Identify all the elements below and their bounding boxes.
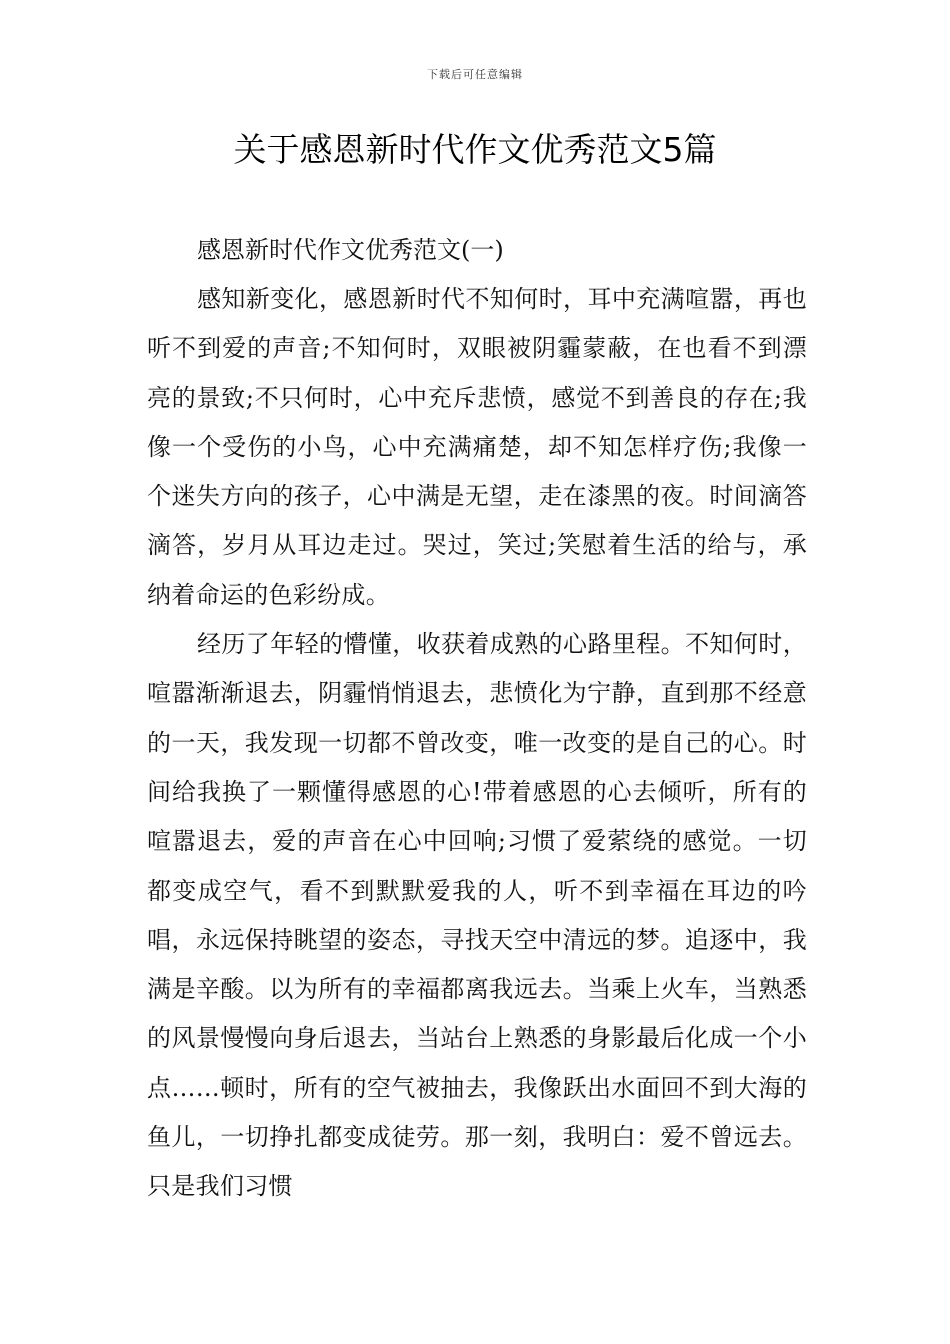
document-body [147,226,807,1212]
section-heading: 感恩新时代作文优秀范文(一) [197,236,504,264]
document-title: 关于感恩新时代作文优秀范文5篇 [233,130,717,169]
header-note: 下载后可任意编辑 [427,68,523,81]
paragraph-1: 感知新变化，感恩新时代不知何时，耳中充满喧嚣，再也听不到爱的声音;不知何时，双眼被阴霾蒙蔽，在也看不到漂亮的景致;不只何时，心中充斥悲愤，感觉不到善良的存在;我像一个受伤的小鸟，心中充满痛楚，却不知怎样疗伤;我像一个迷失方向的孩子，心中满是无望，走在漆黑的夜。时间滴答滴答，岁月从耳边走过。哭过，笑过;笑慰着生活的给与，承纳着命运的色彩纷成。 [147,285,807,609]
paragraph-2: 经历了年轻的懵懂，收获着成熟的心路里程。不知何时，喧嚣渐渐退去，阴霾悄悄退去，悲愤化为宁静，直到那不经意的一天，我发现一切都不曾改变，唯一改变的是自己的心。时间给我换了一颗懂得感恩的心!带着感恩的心去倾听，所有的喧嚣退去，爱的声音在心中回响;习惯了爱萦绕的感觉。一切都变成空气，看不到默默爱我的人，听不到幸福在耳边的吟唱，永远保持眺望的姿态，寻找天空中清远的梦。追逐中，我满是辛酸。以为所有的幸福都离我远去。当乘上火车，当熟悉的风景慢慢向身后退去，当站台上熟悉的身影最后化成一个小点……顿时，所有的空气被抽去，我像跃出水面回不到大海的鱼儿，一切挣扎都变成徒劳。那一刻，我明白：爱不曾远去。只是我们习惯 [147,630,807,1201]
